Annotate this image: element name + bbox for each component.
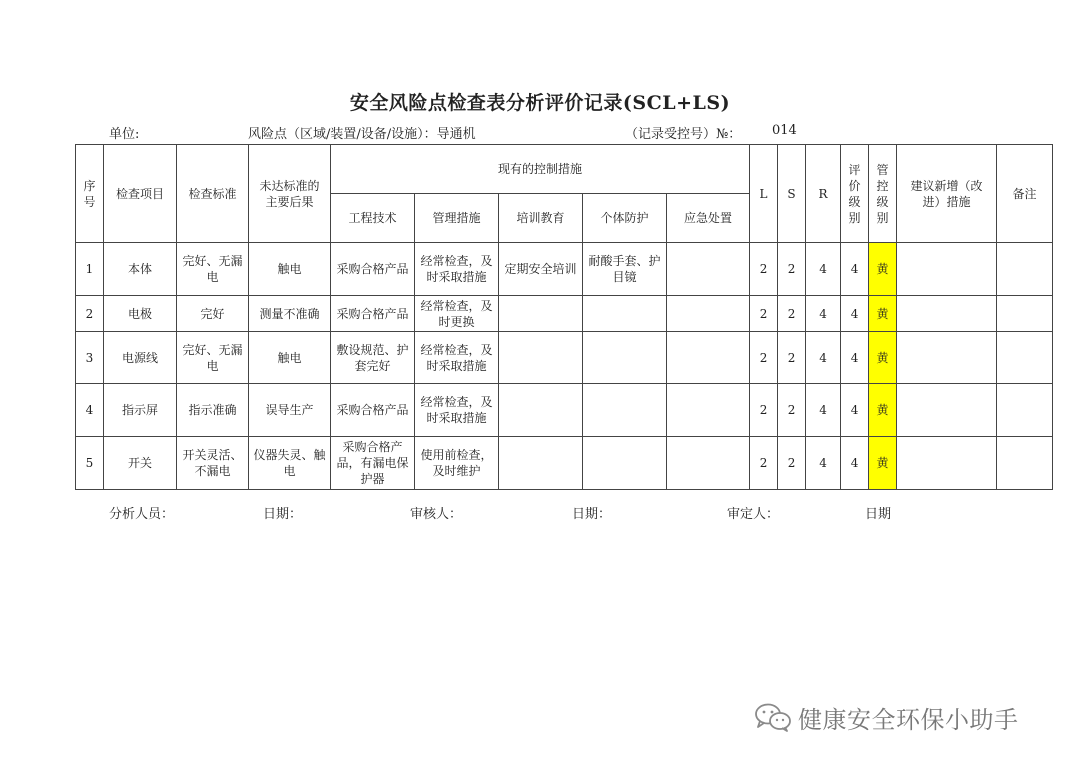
row-management: 经常检查，及时更换 (415, 296, 499, 332)
row-standard: 完好 (177, 296, 249, 332)
row-seq: 3 (76, 332, 104, 384)
header-standard: 检查标准 (177, 145, 249, 243)
row-management: 经常检查，及时采取措施 (415, 332, 499, 384)
row-remark (997, 384, 1053, 437)
row-eval-level: 4 (841, 384, 869, 437)
row-engineering: 采购合格产品，有漏电保护器 (331, 437, 415, 490)
table-row (76, 384, 1053, 437)
row-r: 4 (806, 296, 841, 332)
row-training (499, 437, 583, 490)
row-remark (997, 437, 1053, 490)
row-l: 2 (750, 296, 778, 332)
row-seq: 5 (76, 437, 104, 490)
header-seq: 序号 (76, 145, 104, 243)
row-suggestion (897, 437, 997, 490)
row-r: 4 (806, 437, 841, 490)
row-control-level: 黄 (869, 437, 897, 490)
row-eval-level: 4 (841, 296, 869, 332)
row-emergency (667, 332, 750, 384)
row-standard: 完好、无漏电 (177, 332, 249, 384)
row-engineering: 采购合格产品 (331, 243, 415, 296)
risk-point-label: 风险点（区域/装置/设备/设施）：导通机 (248, 127, 476, 142)
row-item: 指示屏 (104, 384, 177, 437)
header-eval-level: 评价级别 (841, 145, 869, 243)
header-suggestions: 建议新增（改进）措施 (897, 145, 997, 243)
wechat-icon (754, 702, 792, 732)
row-consequence: 误导生产 (249, 384, 331, 437)
unit-label: 单位: (109, 127, 140, 142)
row-control-level: 黄 (869, 296, 897, 332)
row-control-level: 黄 (869, 384, 897, 437)
row-consequence: 触电 (249, 332, 331, 384)
row-suggestion (897, 296, 997, 332)
watermark (754, 700, 1019, 734)
row-seq: 1 (76, 243, 104, 296)
row-ppe (583, 437, 667, 490)
row-remark (997, 296, 1053, 332)
row-s: 2 (778, 437, 806, 490)
row-suggestion (897, 384, 997, 437)
row-management: 经常检查，及时采取措施 (415, 384, 499, 437)
risk-checklist-table (75, 144, 1053, 490)
table-row (76, 437, 1053, 490)
row-management: 经常检查，及时采取措施 (415, 243, 499, 296)
row-eval-level: 4 (841, 332, 869, 384)
row-management: 使用前检查，及时维护 (415, 437, 499, 490)
row-training: 定期安全培训 (499, 243, 583, 296)
table-row (76, 332, 1053, 384)
record-no: 014 (772, 123, 797, 138)
row-item: 本体 (104, 243, 177, 296)
row-l: 2 (750, 332, 778, 384)
record-no-label: （记录受控号）№： (625, 127, 742, 142)
header-consequence: 未达标准的主要后果 (249, 145, 331, 243)
header-item: 检查项目 (104, 145, 177, 243)
row-item: 开关 (104, 437, 177, 490)
row-l: 2 (750, 437, 778, 490)
table-row (76, 243, 1053, 296)
row-emergency (667, 437, 750, 490)
row-engineering: 采购合格产品 (331, 296, 415, 332)
row-item: 电源线 (104, 332, 177, 384)
row-consequence: 触电 (249, 243, 331, 296)
footer-date-2: 日期： (572, 507, 612, 522)
row-ppe (583, 296, 667, 332)
row-r: 4 (806, 384, 841, 437)
footer-reviewer: 审核人： (410, 507, 463, 522)
header-remarks: 备注 (997, 145, 1053, 243)
footer-analyst: 分析人员： (109, 507, 175, 522)
row-training (499, 384, 583, 437)
header-engineering: 工程技术 (331, 194, 415, 243)
row-eval-level: 4 (841, 243, 869, 296)
header-s: S (778, 145, 806, 243)
row-s: 2 (778, 384, 806, 437)
row-emergency (667, 384, 750, 437)
row-remark (997, 243, 1053, 296)
row-s: 2 (778, 243, 806, 296)
row-consequence: 仪器失灵、触电 (249, 437, 331, 490)
header-control-level: 管控级别 (869, 145, 897, 243)
row-remark (997, 332, 1053, 384)
row-control-level: 黄 (869, 332, 897, 384)
row-s: 2 (778, 332, 806, 384)
watermark-text: 健康安全环保小助手 (798, 705, 1019, 734)
footer-date-1: 日期： (263, 507, 303, 522)
row-seq: 4 (76, 384, 104, 437)
page-title: 安全风险点检查表分析评价记录(SCL+LS) (349, 92, 731, 114)
row-l: 2 (750, 384, 778, 437)
header-management: 管理措施 (415, 194, 499, 243)
row-suggestion (897, 243, 997, 296)
row-r: 4 (806, 332, 841, 384)
row-s: 2 (778, 296, 806, 332)
row-training (499, 296, 583, 332)
row-emergency (667, 243, 750, 296)
header-l: L (750, 145, 778, 243)
header-training: 培训教育 (499, 194, 583, 243)
header-emergency: 应急处置 (667, 194, 750, 243)
row-standard: 开关灵活、不漏电 (177, 437, 249, 490)
row-suggestion (897, 332, 997, 384)
row-l: 2 (750, 243, 778, 296)
header-ppe: 个体防护 (583, 194, 667, 243)
row-eval-level: 4 (841, 437, 869, 490)
footer-date-3: 日期 (865, 507, 892, 522)
row-ppe (583, 332, 667, 384)
row-control-level: 黄 (869, 243, 897, 296)
row-consequence: 测量不准确 (249, 296, 331, 332)
table-row (76, 296, 1053, 332)
row-ppe (583, 384, 667, 437)
footer-approver: 审定人： (727, 507, 780, 522)
row-emergency (667, 296, 750, 332)
row-ppe: 耐酸手套、护目镜 (583, 243, 667, 296)
row-engineering: 敷设规范、护套完好 (331, 332, 415, 384)
row-engineering: 采购合格产品 (331, 384, 415, 437)
header-controls: 现有的控制措施 (331, 145, 750, 194)
row-standard: 指示准确 (177, 384, 249, 437)
row-item: 电极 (104, 296, 177, 332)
row-r: 4 (806, 243, 841, 296)
header-r: R (806, 145, 841, 243)
row-training (499, 332, 583, 384)
row-standard: 完好、无漏电 (177, 243, 249, 296)
row-seq: 2 (76, 296, 104, 332)
